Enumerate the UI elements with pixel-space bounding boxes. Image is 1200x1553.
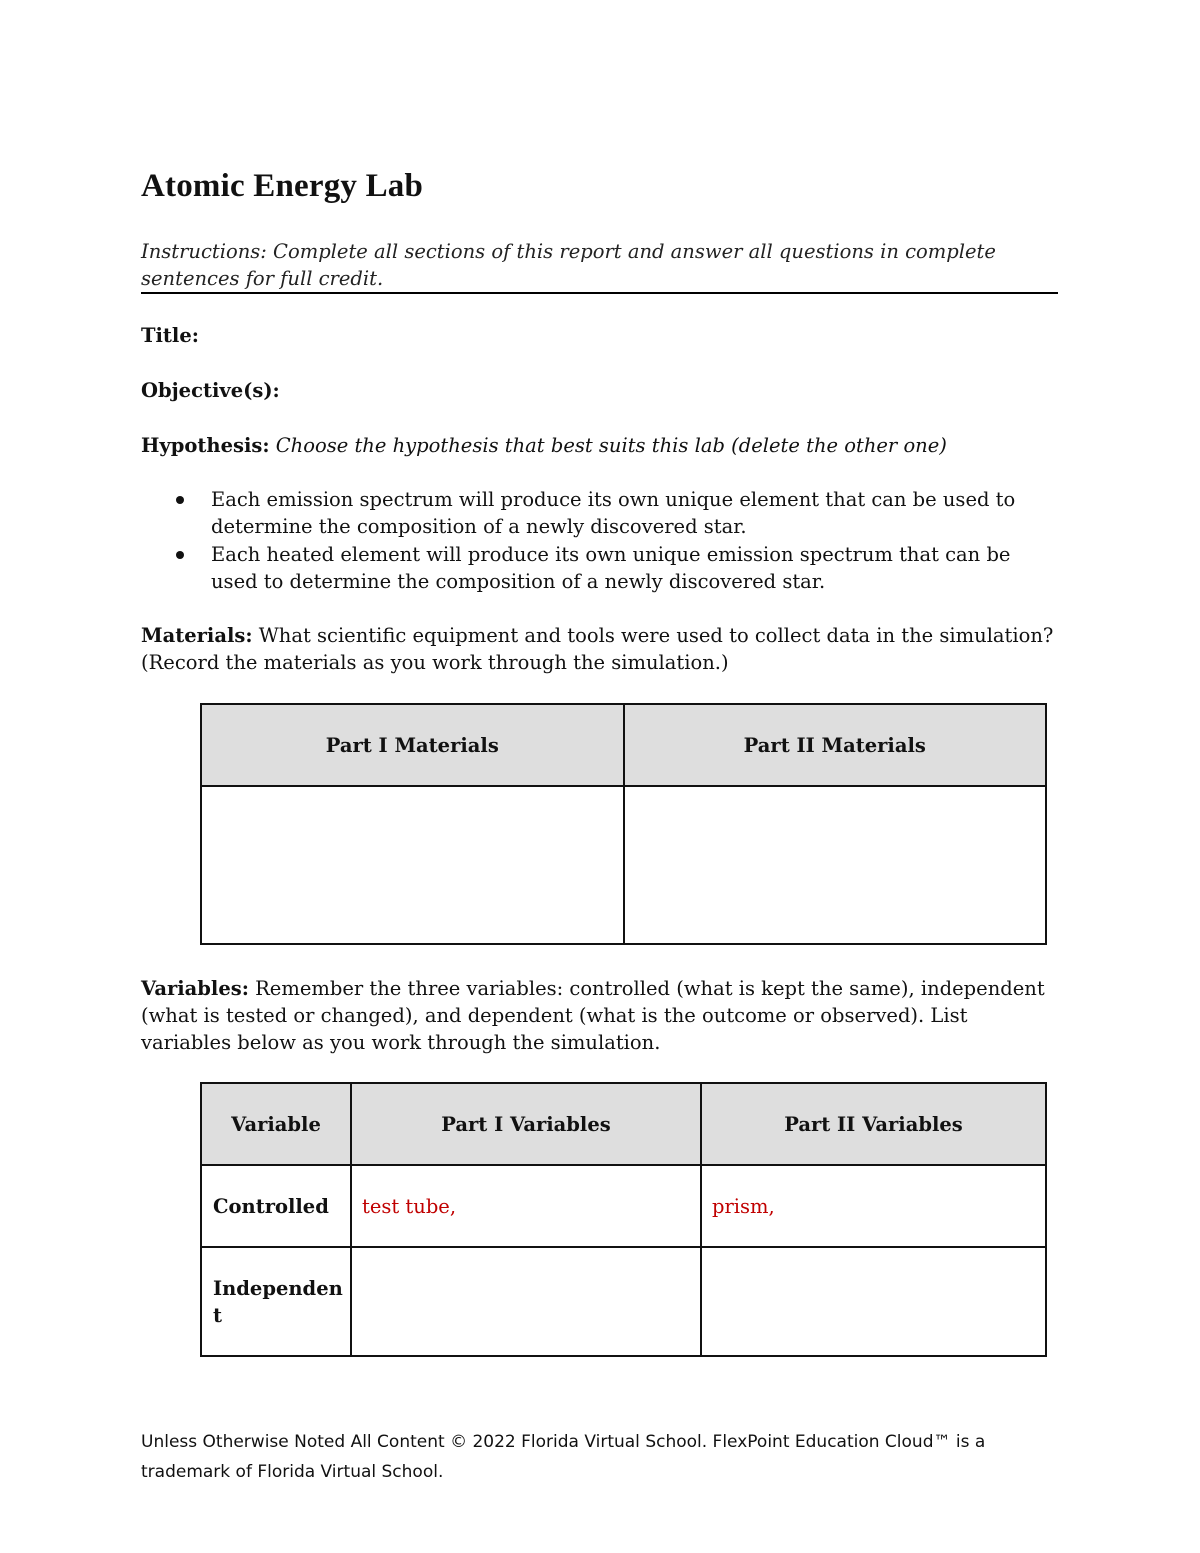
instructions-text: Instructions: Complete all sections of this report and answer all questions in complete sentences for full credit. [141,240,996,290]
hypothesis-list [141,486,1057,596]
bullet-icon [176,496,184,504]
title-field [141,322,1057,349]
variables-prompt: Remember the three variables: controlled (what is kept the same), independent (what is tested or changed), and dependent (what is the outcome or observed). List variables below as you work through the simulation. [141,977,1045,1054]
horizontal-divider [141,292,1058,294]
page-title: Atomic Energy Lab [141,168,424,204]
variables-label: Variables: [141,977,249,1000]
hypothesis-option-text: Each heated element will produce its own unique emission spectrum that can be used to determine the composition of a newly discovered star. [211,543,1011,593]
table-header-row [201,1083,1046,1165]
title-label: Title: [141,324,199,347]
row-label-controlled: Controlled [201,1165,351,1247]
table-header-cell: Part II Variables [701,1083,1046,1165]
hypothesis-option[interactable] [141,486,1057,540]
objectives-field [141,377,1057,404]
controlled-part1-cell[interactable]: test tube, [351,1165,701,1247]
table-header-cell: Part I Variables [351,1083,701,1165]
variables-table [200,1082,1047,1357]
hypothesis-label: Hypothesis: [141,434,270,457]
table-row [201,1247,1046,1356]
table-header-cell: Part II Materials [624,704,1047,786]
independent-part2-cell[interactable] [701,1247,1046,1356]
materials-table [200,703,1047,945]
hypothesis-option[interactable] [141,541,1057,595]
independent-part1-cell[interactable] [351,1247,701,1356]
table-header-row [201,704,1046,786]
footer-copyright: Unless Otherwise Noted All Content © 2022 Florida Virtual School. FlexPoint Education Cloud™ is a trademark of Florida Virtual School. [141,1432,986,1482]
materials-part1-cell[interactable] [201,786,624,944]
table-header-cell: Variable [201,1083,351,1165]
materials-field [141,622,1057,676]
bullet-icon [176,551,184,559]
table-row [201,1165,1046,1247]
hypothesis-option-text: Each emission spectrum will produce its own unique element that can be used to determine the composition of a newly discovered star. [211,488,1016,538]
hypothesis-note: Choose the hypothesis that best suits this lab (delete the other one) [275,434,947,457]
controlled-part2-cell[interactable]: prism, [701,1165,1046,1247]
row-label-independent: Independen t [201,1247,351,1356]
objectives-label: Objective(s): [141,379,280,402]
materials-label: Materials: [141,624,253,647]
table-row [201,786,1046,944]
variables-field [141,975,1057,1056]
hypothesis-field [141,432,1057,459]
table-header-cell: Part I Materials [201,704,624,786]
materials-part2-cell[interactable] [624,786,1047,944]
materials-prompt: What scientific equipment and tools were used to collect data in the simulation? (Record the materials as you work through the simulation.) [141,624,1054,674]
